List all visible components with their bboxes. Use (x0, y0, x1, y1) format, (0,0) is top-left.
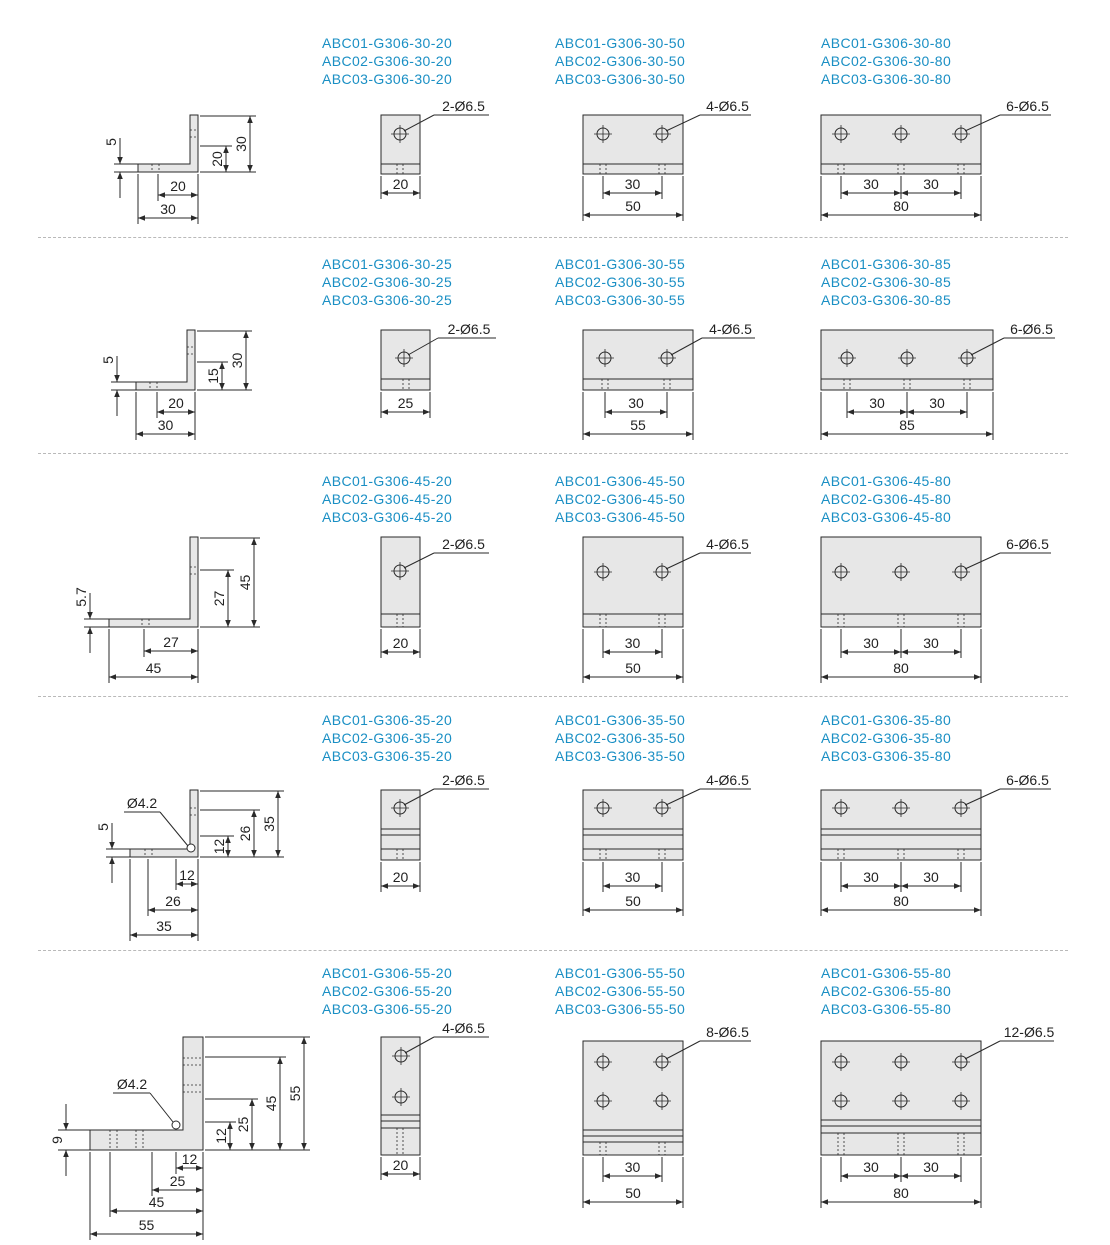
bracket-face (381, 115, 420, 174)
hole-callout: 8-Ø6.5 (706, 1024, 749, 1040)
part-code: ABC02-G306-30-55 (555, 274, 686, 290)
dimension-label: 30 (229, 352, 245, 369)
dimension-label: 30 (863, 176, 879, 192)
part-code: ABC01-G306-45-20 (322, 473, 453, 489)
part-codes (821, 964, 951, 1018)
part-code: ABC02-G306-35-50 (555, 730, 686, 746)
part-codes (821, 711, 951, 765)
part-code: ABC01-G306-45-50 (555, 473, 686, 489)
dimension-label: 45 (148, 1194, 165, 1210)
part-code: ABC03-G306-30-50 (555, 71, 686, 87)
hole-callout: 6-Ø6.5 (1010, 321, 1053, 337)
dimension-label: 30 (863, 635, 879, 651)
part-code: ABC03-G306-30-55 (555, 292, 686, 308)
dimension-label: 20 (392, 1157, 409, 1173)
part-code: ABC02-G306-55-80 (821, 983, 952, 999)
dimension-label: 80 (893, 198, 909, 214)
part-code: ABC02-G306-55-20 (322, 983, 453, 999)
dimension-label: 50 (625, 893, 641, 909)
part-code: ABC02-G306-45-20 (322, 491, 453, 507)
relief-callout: Ø4.2 (126, 795, 158, 811)
part-code: ABC02-G306-35-80 (821, 730, 952, 746)
part-code: ABC01-G306-55-80 (821, 965, 952, 981)
part-code: ABC02-G306-30-80 (821, 53, 952, 69)
dimension-label: 20 (168, 395, 184, 411)
hole-callout: 4-Ø6.5 (706, 772, 749, 788)
dimension-label: 30 (923, 869, 939, 885)
part-code: ABC03-G306-45-20 (322, 509, 453, 525)
relief-hole (172, 1121, 180, 1129)
row-separator (38, 237, 1068, 238)
dimension-label: 80 (893, 1185, 909, 1201)
dimension-label: 27 (163, 634, 179, 650)
dimension-label: 30 (923, 1159, 939, 1175)
dimension-label: 15 (205, 368, 221, 384)
hole-callout: 4-Ø6.5 (442, 1020, 485, 1036)
dimension-label: 30 (624, 635, 641, 651)
part-code: ABC01-G306-35-50 (555, 712, 686, 728)
dimension-label: 45 (237, 574, 253, 591)
dimension-label: 80 (893, 660, 909, 676)
dimension-label: 20 (209, 151, 225, 167)
dimension-label: 30 (157, 417, 174, 433)
dimension-label: 26 (237, 825, 253, 842)
part-code: ABC01-G306-35-80 (821, 712, 952, 728)
hole-callout: 6-Ø6.5 (1006, 536, 1049, 552)
part-codes (555, 34, 685, 88)
dimension-label: 45 (145, 660, 162, 676)
dimension-label: 45 (263, 1095, 279, 1112)
dimension-label: 30 (923, 635, 939, 651)
bracket-profile (136, 330, 195, 390)
dimension-label: 12 (179, 867, 195, 883)
dimension-label: 20 (392, 635, 409, 651)
part-code: ABC01-G306-55-20 (322, 965, 453, 981)
part-code: ABC03-G306-55-20 (322, 1001, 453, 1017)
part-code: ABC03-G306-30-20 (322, 71, 453, 87)
dimension-label: 5 (103, 138, 119, 146)
dimension-label: 25 (397, 395, 414, 411)
hole-callout: 2-Ø6.5 (442, 98, 485, 114)
bracket-face (381, 330, 430, 390)
dimension-label: 35 (156, 918, 172, 934)
part-code: ABC02-G306-45-80 (821, 491, 952, 507)
part-codes (555, 255, 685, 309)
part-code: ABC02-G306-30-20 (322, 53, 453, 69)
part-codes (322, 472, 452, 526)
dimension-label: 30 (869, 395, 885, 411)
row-separator (38, 453, 1068, 454)
part-code: ABC01-G306-45-80 (821, 473, 952, 489)
dimension-label: 5.7 (73, 587, 89, 607)
relief-callout: Ø4.2 (116, 1076, 148, 1092)
dimension-label: 30 (624, 869, 641, 885)
part-codes (555, 964, 685, 1018)
part-code: ABC03-G306-30-25 (322, 292, 453, 308)
dimension-label: 20 (392, 176, 409, 192)
part-code: ABC01-G306-30-55 (555, 256, 686, 272)
dimension-label: 12 (181, 1151, 198, 1167)
dimension-label: 30 (628, 395, 644, 411)
dimension-label: 20 (170, 178, 186, 194)
dimension-label: 55 (630, 417, 646, 433)
dimension-label: 26 (165, 893, 181, 909)
bracket-profile (138, 115, 198, 172)
relief-hole (187, 844, 195, 852)
dimension-label: 30 (923, 176, 939, 192)
part-code: ABC01-G306-30-85 (821, 256, 952, 272)
dimension-label: 12 (213, 1128, 229, 1144)
dimension-label: 27 (211, 590, 227, 607)
dimension-label: 30 (863, 869, 879, 885)
dimension-label: 50 (625, 198, 641, 214)
leader-line (160, 812, 188, 846)
part-code: ABC01-G306-35-20 (322, 712, 453, 728)
part-code: ABC01-G306-30-80 (821, 35, 952, 51)
hole-callout: 12-Ø6.5 (1003, 1024, 1055, 1040)
row-separator (38, 950, 1068, 951)
part-code: ABC02-G306-30-85 (821, 274, 952, 290)
dimension-label: 50 (625, 1185, 641, 1201)
dimension-label: 50 (625, 660, 641, 676)
part-codes (555, 472, 685, 526)
hole-callout: 4-Ø6.5 (706, 536, 749, 552)
hole-callout: 6-Ø6.5 (1006, 772, 1049, 788)
part-codes (322, 711, 452, 765)
part-codes (322, 34, 452, 88)
part-codes (555, 711, 685, 765)
part-code: ABC03-G306-45-80 (821, 509, 952, 525)
leader-line (150, 1093, 173, 1122)
dimension-label: 55 (138, 1217, 155, 1233)
dimension-label: 9 (49, 1136, 65, 1144)
dimension-label: 80 (893, 893, 909, 909)
dimension-label: 35 (261, 816, 277, 832)
bracket-face (821, 115, 981, 174)
bracket-profile (109, 537, 198, 627)
bracket-face (583, 115, 683, 174)
hole-callout: 6-Ø6.5 (1006, 98, 1049, 114)
dimension-label: 25 (235, 1116, 251, 1133)
hole-callout: 4-Ø6.5 (706, 98, 749, 114)
part-code: ABC02-G306-30-25 (322, 274, 453, 290)
dimension-label: 30 (624, 1159, 641, 1175)
dimension-label: 30 (863, 1159, 879, 1175)
hole-callout: 2-Ø6.5 (447, 321, 491, 337)
dimension-label: 30 (624, 176, 641, 192)
part-code: ABC03-G306-30-80 (821, 71, 952, 87)
part-code: ABC02-G306-55-50 (555, 983, 686, 999)
part-code: ABC03-G306-35-50 (555, 748, 686, 764)
part-code: ABC01-G306-30-20 (322, 35, 453, 51)
dimension-label: 25 (169, 1173, 186, 1189)
part-code: ABC02-G306-30-50 (555, 53, 686, 69)
part-codes (821, 472, 951, 526)
part-code: ABC03-G306-30-85 (821, 292, 952, 308)
part-code: ABC03-G306-35-80 (821, 748, 952, 764)
hole-callout: 4-Ø6.5 (709, 321, 752, 337)
dimension-label: 55 (287, 1085, 303, 1102)
row-separator (38, 696, 1068, 697)
dimension-label: 30 (233, 136, 249, 152)
part-codes (821, 255, 951, 309)
bracket-face (381, 1037, 420, 1155)
part-code: ABC01-G306-30-50 (555, 35, 686, 51)
part-code: ABC02-G306-45-50 (555, 491, 686, 507)
dimension-label: 5 (95, 823, 111, 831)
part-code: ABC01-G306-30-25 (322, 256, 453, 272)
hole-callout: 2-Ø6.5 (442, 536, 485, 552)
part-codes (821, 34, 951, 88)
part-code: ABC03-G306-35-20 (322, 748, 453, 764)
part-code: ABC03-G306-55-50 (555, 1001, 686, 1017)
dimension-label: 5 (100, 356, 116, 364)
dimension-label: 30 (929, 395, 945, 411)
dimension-label: 12 (211, 838, 227, 855)
part-code: ABC03-G306-55-80 (821, 1001, 952, 1017)
part-codes (322, 964, 452, 1018)
part-codes (322, 255, 452, 309)
dimension-label: 30 (160, 201, 176, 217)
dimension-label: 20 (392, 869, 409, 885)
part-code: ABC02-G306-35-20 (322, 730, 453, 746)
dimension-label: 85 (899, 417, 915, 433)
part-code: ABC03-G306-45-50 (555, 509, 686, 525)
part-code: ABC01-G306-55-50 (555, 965, 686, 981)
hole-callout: 2-Ø6.5 (442, 772, 485, 788)
